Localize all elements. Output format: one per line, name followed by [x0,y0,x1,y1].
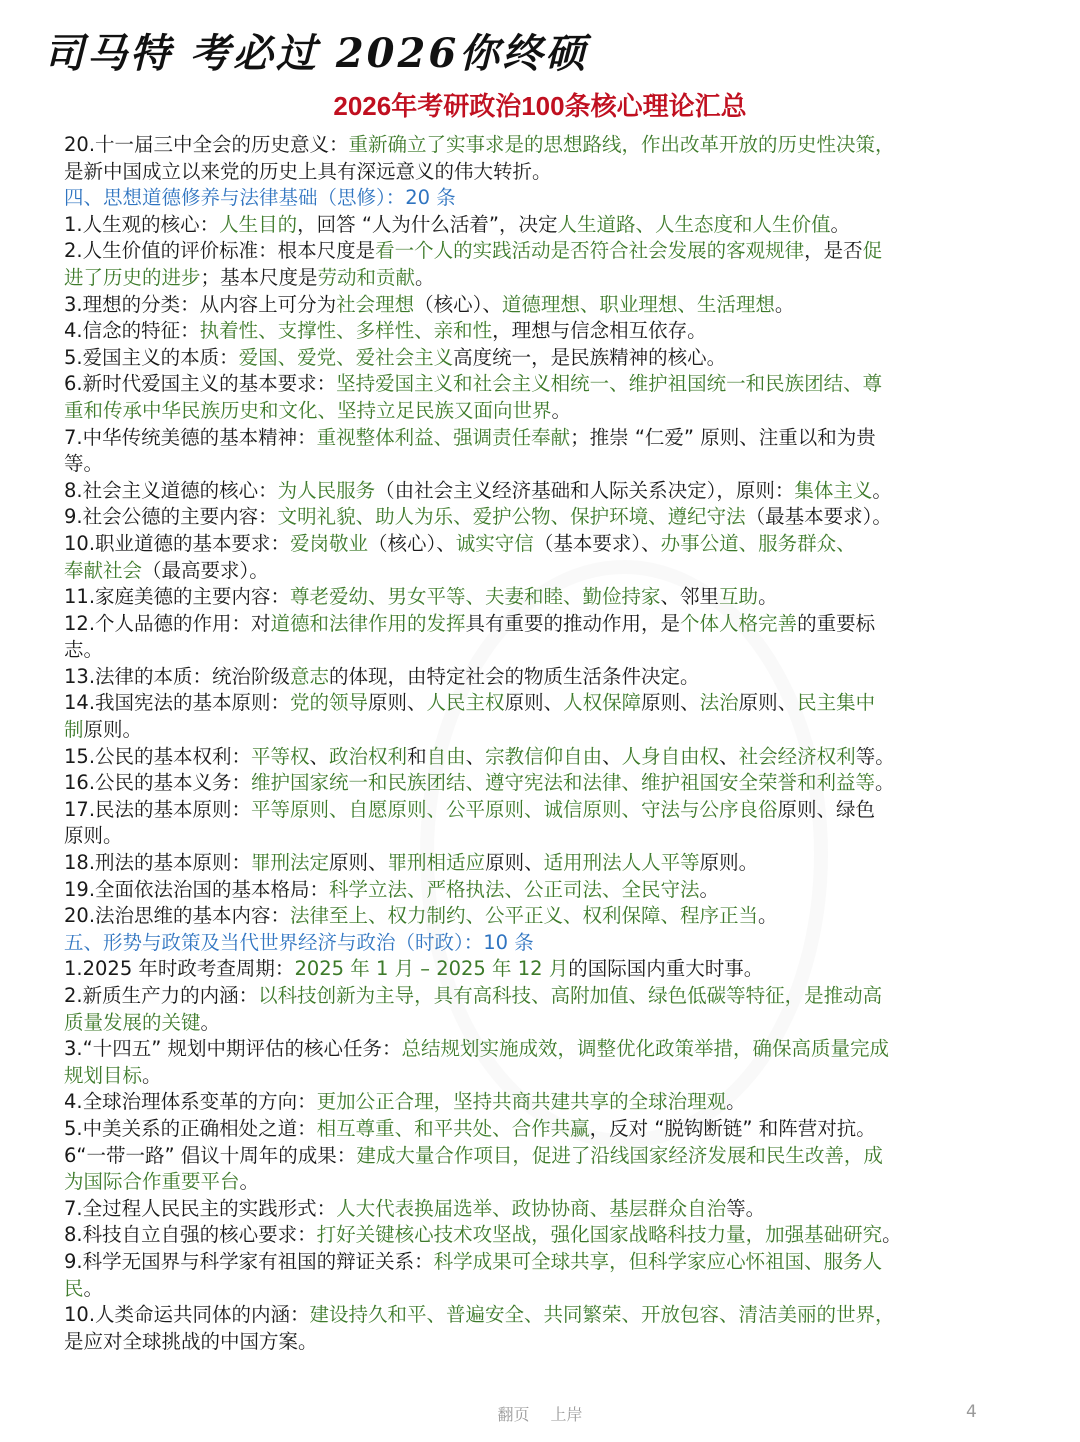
body-text: ；基本尺度是 [200,265,318,289]
highlighted-text: 社会理想 [336,292,415,316]
text-line [64,1276,1024,1303]
text-line [64,1329,1024,1356]
text-line [64,877,1024,904]
highlighted-text: 意志 [290,664,330,688]
highlighted-text: 2025 年 1 月 – 2025 年 12 月 [294,957,569,981]
body-text: 原则、 [329,851,388,875]
highlighted-text: 打好关键核心技术攻坚战，强化国家战略科技力量，加强基础研究 [316,1223,883,1247]
text-line [64,238,1024,265]
highlighted-text: 社会经济权利 [738,744,856,768]
text-line [64,1169,1024,1196]
body-text: 8.社会主义道德的核心： [64,478,278,502]
body-text: 7.中华传统美德的基本精神： [64,425,317,449]
section-heading [64,930,1024,957]
highlighted-text: 质量发展的关键 [64,1010,201,1034]
body-text: 8.科技自立自强的核心要求： [64,1223,317,1247]
highlighted-text: 宗教信仰自由 [485,744,603,768]
text-line [64,1222,1024,1249]
highlighted-text: 人大代表换届选举、政协协商、基层群众自治 [336,1196,727,1220]
highlighted-text: 人民主权 [426,691,505,715]
body-text: ，反对 “脱钩断链” 和阵营对抗。 [589,1116,876,1140]
highlighted-text: 以科技创新为主导，具有高科技、高附加值、绿色低碳等特征，是推动高 [258,984,883,1007]
text-line [64,717,1024,744]
body-text: 高度统一，是民族精神的核心。 [453,345,727,369]
highlighted-text: 执着性、支撑性、多样性、亲和性 [199,319,493,343]
body-text: 3.“十四五” 规划中期评估的核心任务： [64,1037,402,1061]
body-text: 14.我国宪法的基本原则： [64,691,291,715]
body-text: 和 [407,744,427,768]
body-text: 10.人类命运共同体的内涵： [64,1303,310,1327]
body-text: 。 [83,1276,104,1300]
text-line [64,1010,1024,1037]
text-line [64,983,1024,1010]
text-line [64,1063,1024,1090]
body-text: （最基本要求）。 [745,505,892,529]
highlighted-text: 重视整体利益、强调责任奉献 [316,425,571,449]
body-text: 的重要标 [797,611,876,635]
body-text: 20.十一届三中全会的历史意义： [64,133,349,156]
body-text: 7.全过程人民民主的实践形式： [64,1196,337,1220]
text-line [64,797,1024,824]
highlighted-text: 道德理想、职业理想、生活理想 [501,292,775,316]
body-text: 2.人生价值的评价标准：根本尺度是 [64,239,376,263]
highlighted-text: 爱岗敬业 [290,531,369,555]
highlighted-text: 适用刑法人人平等 [543,851,700,875]
highlighted-text: 进了历史的进步 [64,265,201,289]
page-title: 2026年考研政治100条核心理论汇总 [333,91,747,121]
text-line [64,558,1024,585]
body-text: 、邻里 [660,585,720,609]
body-text: 。 [758,585,778,609]
text-line [64,132,1024,159]
text-line [64,504,1024,531]
body-text: 。 [239,1170,260,1194]
body-text: 。 [200,1010,221,1034]
body-text: 是新中国成立以来党的历史上具有深远意义的伟大转折。 [64,159,552,183]
highlighted-text: 人生道路、人生态度和人生价值 [557,212,831,236]
body-text: 等。 [726,1196,766,1220]
highlighted-text: 劳动和贡献 [317,265,416,289]
body-text: （最高要求）。 [142,558,269,582]
text-line [64,1143,1024,1170]
body-text: 。 [415,265,435,289]
text-line [64,690,1024,717]
body-text: 。 [872,478,892,502]
highlighted-text: 规划目标 [64,1063,143,1087]
body-text: （核心）、 [414,292,502,316]
body-text: ，是否 [804,239,863,263]
body-text: 、 [719,744,739,768]
body-text: 4.信念的特征： [64,319,200,343]
text-line [64,744,1024,771]
highlighted-text: 维护国家统一和民族团结、遵守宪法和法律、维护祖国安全荣誉和利益等 [251,771,876,795]
text-line [64,1089,1024,1116]
body-text: 3.理想的分类：从内容上可分为 [64,292,337,316]
highlighted-text: 平等权 [251,744,310,768]
text-line [64,345,1024,372]
body-text: 。 [830,212,851,236]
text-line [64,903,1024,930]
highlighted-text: 重新确立了实事求是的思想路线，作出改革开放的历史性决策， [348,133,895,156]
highlighted-text: 平等原则、自愿原则、公平原则、诚信原则、守法与公序良俗 [251,797,778,821]
text-line [64,159,1024,186]
highlighted-text: 诚实守信 [455,531,534,555]
body-text: 11.家庭美德的主要内容： [64,585,291,609]
text-line [64,1196,1024,1223]
body-text: 志。 [64,638,104,662]
body-text: ，回答 “人为什么活着”，决定 [297,212,558,236]
document-body [64,132,1024,1355]
highlighted-text: 重和传承中华民族历史和文化、坚持立足民族又面向世界 [64,398,552,422]
text-line [64,611,1024,638]
text-line [64,637,1024,664]
body-text: 是应对全球挑战的中国方案。 [64,1329,318,1353]
body-text: 、 [465,744,486,768]
highlighted-text: 爱国、爱党、爱社会主义 [238,345,454,369]
highlighted-text: 科学成果可全球共享，但科学家应心怀祖国、服务人 [433,1249,883,1273]
body-text: 的国际国内重大时事。 [568,957,764,981]
highlighted-text: 民主集中 [797,691,876,715]
highlighted-text: 总结规划实施成效，调整优化政策举措，确保高质量完成 [401,1037,890,1061]
footer-nav [0,1402,1080,1425]
body-text: 6“一带一路” 倡议十周年的成果： [64,1143,357,1167]
body-text: 18.刑法的基本原则： [64,851,252,875]
body-text: 原则、绿色 [777,797,876,821]
shore-link[interactable]: 上岸 [550,1405,583,1424]
body-text: 6.新时代爱国主义的基本要求： [64,372,337,396]
body-text: 原则、 [504,691,564,715]
text-line [64,850,1024,877]
body-text: 。 [875,771,895,795]
body-text: 、 [309,744,330,768]
highlighted-text: 个体人格完善 [680,611,798,635]
body-text: 原则、 [641,691,700,715]
body-text: （基本要求）、 [533,531,661,555]
body-text: 。 [758,904,778,928]
body-text: 4.全球治理体系变革的方向： [64,1090,317,1114]
body-text: 。 [551,398,572,422]
highlighted-text: 更加公正合理，坚持共商共建共享的全球治理观 [316,1090,727,1114]
highlighted-text: 相互尊重、和平共处、合作共赢 [316,1116,590,1140]
highlighted-text: 人权保障 [563,691,642,715]
highlighted-text: 自由 [426,744,466,768]
flip-page-link[interactable]: 翻页 [497,1405,530,1424]
body-text: 9.科学无国界与科学家有祖国的辩证关系： [64,1249,434,1273]
highlighted-text: 法治 [699,691,739,715]
body-text: 20.法治思维的基本内容： [64,904,291,928]
body-text: 、 [602,744,622,768]
body-text: 原则、 [368,691,427,715]
text-line [64,425,1024,452]
highlighted-text: 科学立法、严格执法、公正司法、全民守法 [329,877,700,901]
body-text: 5.爱国主义的本质： [64,345,239,369]
section-heading [64,185,1024,212]
body-text: 。 [774,292,795,316]
text-line [64,212,1024,239]
body-text: 。 [882,1223,902,1247]
highlighted-text: 互助 [719,585,759,609]
highlighted-text: 看一个人的实践活动是否符合社会发展的客观规律 [375,239,805,263]
body-text: （核心）、 [368,531,456,555]
body-text: 1.人生观的核心： [64,212,220,236]
highlighted-text: 建成大量合作项目，促进了沿线国家经济发展和民生改善，成 [356,1143,883,1167]
body-text: 原则、 [485,851,544,875]
highlighted-text: 坚持爱国主义和社会主义相统一、维护祖国统一和民族团结、尊 [336,372,883,396]
body-text: 原则。 [699,851,759,875]
body-text: 原则。 [83,718,143,742]
body-text: 具有重要的推动作用，是 [465,611,681,635]
body-text: （由社会主义经济基础和人际关系决定），原则： [375,478,795,502]
highlighted-text: 为人民服务 [277,478,376,502]
body-text: 五、形势与政策及当代世界经济与政治（时政）：10 条 [64,930,534,954]
body-text: 16.公民的基本义务： [64,771,252,795]
body-text: 15.公民的基本权利： [64,744,252,768]
text-line [64,451,1024,478]
body-text: 四、思想道德修养与法律基础（思修）：20 条 [64,186,456,210]
text-line [64,770,1024,797]
body-text: 9.社会公德的主要内容： [64,505,278,529]
highlighted-text: 道德和法律作用的发挥 [270,611,466,635]
highlighted-text: 人身自由权 [621,744,720,768]
body-text: 。 [726,1090,746,1114]
text-line [64,478,1024,505]
body-text: 原则、 [738,691,798,715]
highlighted-text: 罪刑法定 [251,851,330,875]
highlighted-text: 制 [64,718,84,742]
body-text: ，理想与信念相互依存。 [492,319,707,343]
text-line [64,956,1024,983]
body-text: 的体现，由特定社会的物质生活条件决定。 [329,664,700,688]
brand-header: 司马特 考必过 2026你终硕 [44,30,589,77]
text-line [64,265,1024,292]
highlighted-text: 建设持久和平、普遍安全、共同繁荣、开放包容、清洁美丽的世界， [309,1303,895,1327]
text-line [64,398,1024,425]
highlighted-text: 文明礼貌、助人为乐、爱护公物、保护环境、遵纪守法 [277,505,746,529]
body-text: 等。 [855,744,895,768]
highlighted-text: 办事公道、服务群众、 [660,531,856,555]
body-text: 等。 [64,452,104,476]
highlighted-text: 集体主义 [794,478,873,502]
page-number: 4 [966,1402,977,1422]
highlighted-text: 促 [862,239,883,263]
highlighted-text: 法律至上、权力制约、公平正义、权利保障、程序正当 [290,904,759,928]
highlighted-text: 尊老爱幼、男女平等、夫妻和睦、勤俭持家 [290,585,661,609]
body-text: 。 [699,877,720,901]
highlighted-text: 人生目的 [219,212,298,236]
body-text: 5.中美关系的正确相处之道： [64,1116,317,1140]
text-line [64,531,1024,558]
body-text: 2.新质生产力的内涵： [64,984,259,1007]
body-text: 19.全面依法治国的基本格局： [64,877,330,901]
text-line [64,823,1024,850]
highlighted-text: 党的领导 [290,691,369,715]
text-line [64,292,1024,319]
body-text: 10.职业道德的基本要求： [64,531,291,555]
text-line [64,318,1024,345]
body-text: 12.个人品德的作用：对 [64,611,271,635]
highlighted-text: 民 [64,1276,84,1300]
body-text: 原则。 [64,824,123,848]
highlighted-text: 奉献社会 [64,558,143,582]
highlighted-text: 罪刑相适应 [387,851,486,875]
highlighted-text: 为国际合作重要平台 [64,1170,240,1194]
text-line [64,1249,1024,1276]
body-text: 17.民法的基本原则： [64,797,252,821]
text-line [64,371,1024,398]
body-text: 。 [142,1063,162,1087]
highlighted-text: 政治权利 [329,744,408,768]
body-text: 1.2025 年时政考查周期： [64,957,295,981]
text-line [64,1116,1024,1143]
text-line [64,1302,1024,1329]
text-line [64,584,1024,611]
text-line [64,664,1024,691]
text-line [64,1036,1024,1063]
body-text: ；推崇 “仁爱” 原则、注重以和为贵 [570,425,876,449]
body-text: 13.法律的本质：统治阶级 [64,664,291,688]
